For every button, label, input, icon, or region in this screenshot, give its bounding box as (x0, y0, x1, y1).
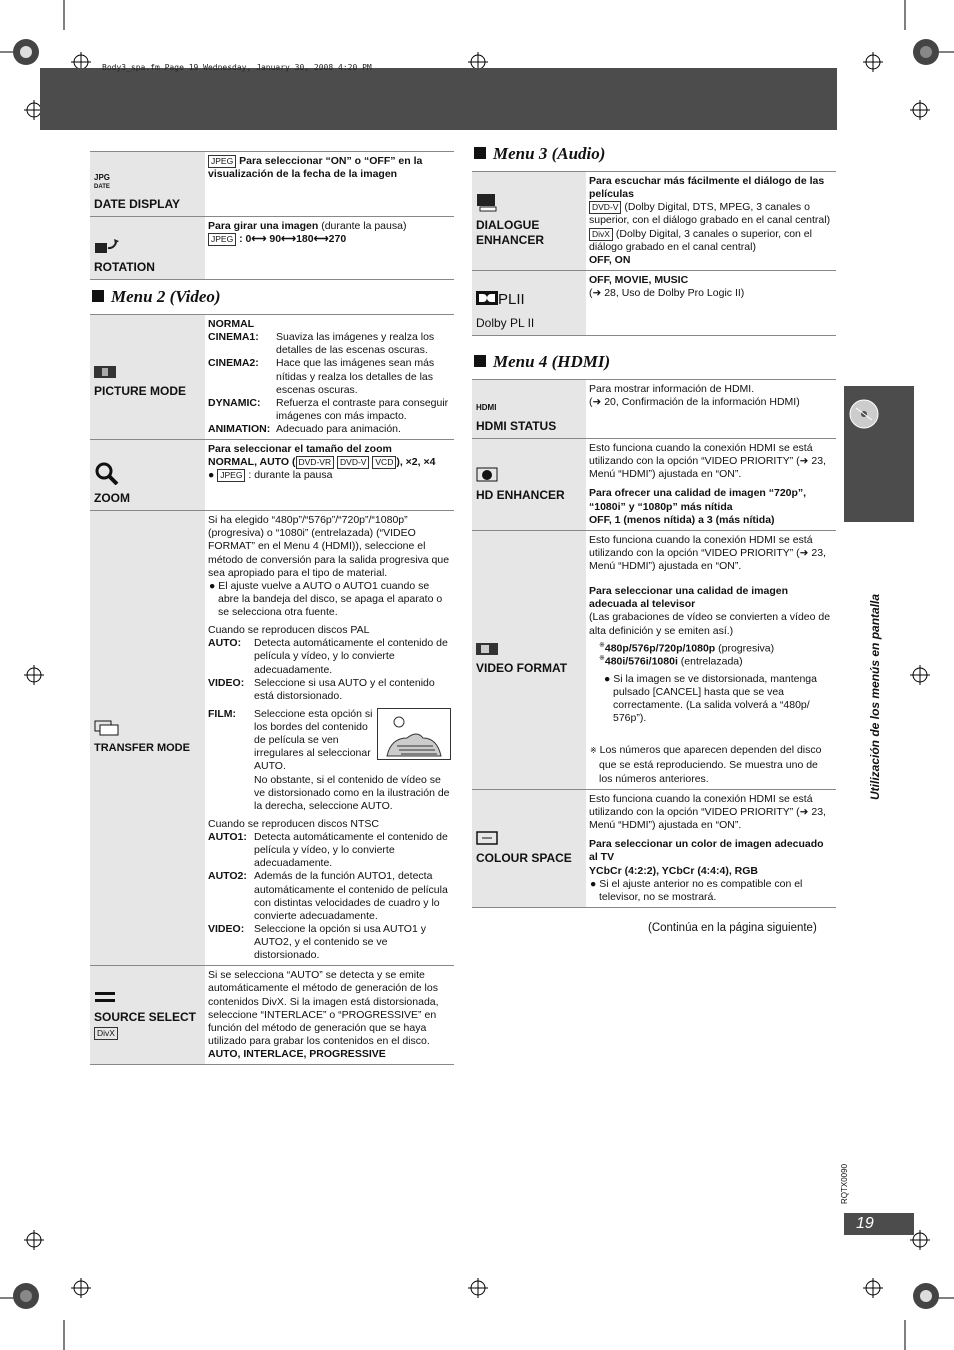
video-format-heading: Para seleccionar una calidad de imagen adecuada al televisor (589, 585, 789, 611)
page-number: 19 (844, 1213, 914, 1235)
table-row (90, 966, 454, 1065)
dialogue-enhancer-icon (476, 194, 498, 212)
dolby-pl2-icon: PLII (476, 291, 582, 310)
colour-space-icon (476, 831, 498, 845)
list-item: VIDEO: Seleccione la opción si usa AUTO1 y AUTO2, y el contenido se ve distorsionado. (208, 922, 426, 962)
dialogue-enhancer-label: DIALOGUE ENHANCER (476, 217, 545, 247)
source-select-options: AUTO, INTERLACE, PROGRESSIVE (208, 1048, 386, 1060)
menu3-table (472, 171, 836, 336)
rotation-icon (94, 238, 120, 254)
hd-enhancer-heading: Para ofrecer una calidad de imagen “720p”, “1080i” y “1080p” más nítida (589, 487, 807, 513)
colour-space-desc: Esto funciona cuando la conexión HDMI se está utilizando con la opción “VIDEO PRIORITY” (➜ 23, Menú “HDMI”) ajustada en “ON”. (589, 792, 826, 832)
video-format-desc: Esto funciona cuando la conexión HDMI se está utilizando con la opción “VIDEO PRIORITY” (➜ 23, Menú “HDMI”) ajustada en “ON”. (589, 533, 826, 572)
list-item: ※480p/576p/720p/1080p (progresiva) (599, 641, 775, 655)
list-item: DYNAMIC: Refuerza el contraste para conseguir imágenes con más impacto. (208, 396, 449, 422)
hd-enhancer-options: OFF, 1 (menos nítida) a 3 (más nítida) (589, 513, 775, 526)
dolby-ref: (➜ 28, Uso de Dolby Pro Logic II) (589, 287, 745, 299)
list-item: AUTO2: Además de la función AUTO1, detecta automáticamente el contenido de película con distintas velocidades de cuadro y lo convierte adecuadamente. (208, 870, 448, 922)
rotation-heading: Para girar una imagen (208, 220, 319, 232)
dolby-options: OFF, MOVIE, MUSIC (589, 273, 689, 286)
video-format-footnote: ※ Los números que aparecen dependen del disco que se está reproduciendo. Se muestra uno de los números anteriores. (590, 744, 822, 785)
list-item: ※480i/576i/1080i (entrelazada) (599, 655, 743, 668)
table-row (472, 789, 836, 907)
zoom-options: NORMAL, AUTO ( DVD-VR DVD-V VCD ), ×2, ×4 (208, 456, 436, 469)
picture-mode-icon (94, 366, 116, 378)
source-select-label: SOURCE SELECT (94, 1010, 197, 1025)
transfer-intro: Si ha elegido “480p”/“576p”/“720p”/“1080p” (progresiva) o “1080i” (entrelazada) (“VIDEO FORMAT” en el Menu 4 (HDMI)), seleccione el método de conversión para la salida progresiva que sea apropiado para el tipo de material. (208, 514, 450, 579)
dialogue-divx: DivX (Dolby Digital, 3 canales o superior, con el diálogo grabado en el canal central) (589, 227, 812, 253)
rotation-note: (durante la pausa) (318, 220, 407, 232)
distorted-image-illustration (377, 708, 451, 760)
dialogue-options: OFF, ON (589, 253, 631, 266)
list-item: VIDEO: Seleccione si usa AUTO y el contenido está distorsionado. (208, 676, 435, 702)
transfer-mode-icon (94, 720, 120, 736)
menu3-title: Menu 3 (Audio) (474, 144, 605, 164)
table-row (472, 439, 836, 531)
list-item: CINEMA1: Suaviza las imágenes y realza los detalles de las escenas oscuras. (208, 331, 435, 357)
colour-space-label: COLOUR SPACE (476, 850, 572, 865)
ntsc-heading: Cuando se reproducen discos NTSC (208, 817, 380, 830)
table-row (472, 172, 836, 271)
top-table (90, 151, 454, 280)
list-item: AUTO1: Detecta automáticamente el contenido de película y vídeo, y lo convierte adecuadamente. (208, 831, 448, 870)
colour-space-options: YCbCr (4:2:2), YCbCr (4:4:4), RGB (589, 864, 758, 877)
pal-heading: Cuando se reproducen discos PAL (208, 624, 370, 637)
source-select-desc: Si se selecciona “AUTO” se detecta y se emite automáticamente el método de generación de los contenidos DivX. Si la imagen está distorsionada, seleccione “INTERLACE” o “PROGRESSIVE” en función del método de generación que se haya utilizado para grabar los contenidos en el disco. (208, 969, 439, 1047)
zoom-note: ● JPEG : durante la pausa (208, 469, 333, 482)
hdmi-status-ref: (➜ 20, Confirmación de la información HDMI) (589, 396, 800, 409)
picture-mode-label: PICTURE MODE (94, 384, 187, 399)
square-bullet-icon (92, 290, 104, 302)
continued-note: (Continúa en la página siguiente) (648, 922, 817, 934)
source-select-icon (94, 990, 116, 1004)
side-section-label: Utilización de los menús en pantalla (868, 593, 882, 800)
video-format-icon (476, 643, 498, 655)
hdmi-icon: HDMI (476, 403, 497, 412)
table-row (90, 217, 454, 280)
header-bar (40, 68, 837, 130)
rotation-sequence: : 0⟷ 90⟷180⟷270 (239, 233, 347, 246)
list-item: CINEMA2: Hace que las imágenes sean más nítidas y realza los detalles de las escenas oscuras. (208, 357, 435, 396)
dialogue-dvdv: DVD-V (Dolby Digital, DTS, MPEG, 3 canales o superior, con el diálogo grabado en el canal central) (589, 201, 831, 227)
jpg-date-icon: JPG DATE (94, 173, 111, 190)
table-row (472, 530, 836, 789)
rotation-label: ROTATION (94, 260, 155, 274)
hd-enhancer-label: HD ENHANCER (476, 487, 565, 502)
list-item: FILM: Seleccione esta opción si los bordes del contenido de película se ven irregulares al seleccionar AUTO. No obstante, si el contenido de vídeo se ve distorsionado como en la ilustración de la derecha, seleccione AUTO. (208, 707, 450, 812)
hd-enhancer-icon (476, 466, 498, 482)
table-row (472, 380, 836, 439)
date-display-label: DATE DISPLAY (94, 197, 181, 211)
jpeg-tag: JPEG (208, 233, 236, 246)
menu2-title: Menu 2 (Video) (92, 287, 221, 307)
table-row (90, 315, 454, 440)
zoom-label: ZOOM (94, 491, 130, 506)
menu4-title: Menu 4 (HDMI) (474, 352, 610, 372)
video-format-label: VIDEO FORMAT (476, 661, 568, 676)
transfer-mode-label: TRANSFER MODE (94, 742, 190, 755)
divx-tag: DivX (94, 1027, 118, 1040)
colour-space-note: ● Si el ajuste anterior no es compatible con el televisor, no se mostrará. (590, 877, 803, 903)
dolby-pl2-label: Dolby PL II (476, 315, 535, 330)
disc-icon (846, 392, 886, 432)
hd-enhancer-desc: Esto funciona cuando la conexión HDMI se está utilizando con la opción “VIDEO PRIORITY” (➜ 23, Menú “HDMI”) ajustada en “ON”. (589, 442, 826, 481)
table-row (90, 152, 454, 217)
colour-space-heading: Para seleccionar un color de imagen adecuado al TV (589, 838, 824, 864)
square-bullet-icon (474, 355, 486, 367)
file-header: Body3_spa.fm Page 19 Wednesday, January 30, 2008 4:20 PM (102, 63, 372, 72)
hdmi-status-label: HDMI STATUS (476, 419, 557, 433)
menu4-table (472, 379, 836, 908)
menu2-table (90, 314, 454, 1065)
hdmi-status-desc: Para mostrar información de HDMI. (589, 383, 755, 395)
zoom-heading: Para seleccionar el tamaño del zoom (208, 443, 392, 456)
table-row (90, 440, 454, 511)
normal-option: NORMAL (208, 318, 255, 330)
square-bullet-icon (474, 147, 486, 159)
video-format-note: ● Si la imagen se ve distorsionada, mantenga pulsado [CANCEL] hasta que se vea correctamente. (La salida volverá a “480p/ 576p”). (604, 672, 817, 725)
date-display-desc: Para seleccionar “ON” o “OFF” en la visualización de la fecha de la imagen (208, 155, 423, 181)
video-format-sub: (Las grabaciones de vídeo se convierten a vídeo de alta definición y se emiten así.) (589, 611, 831, 637)
side-tab (844, 386, 914, 522)
table-row (472, 270, 836, 335)
table-row (90, 511, 454, 966)
dialogue-heading: Para escuchar más fácilmente el diálogo de las películas (589, 175, 825, 201)
transfer-note: ● El ajuste vuelve a AUTO o AUTO1 cuando se abre la bandeja del disco, se apaga el aparato o se selecciona otra fuente. (209, 579, 443, 618)
model-code: RQTX0090 (840, 1163, 849, 1204)
list-item: ANIMATION: Adecuado para animación. (208, 423, 401, 435)
list-item: AUTO: Detecta automáticamente el contenido de película y vídeo, y lo convierte adecuadamente. (208, 637, 448, 676)
jpeg-tag: JPEG (208, 155, 236, 168)
zoom-icon (94, 461, 120, 485)
